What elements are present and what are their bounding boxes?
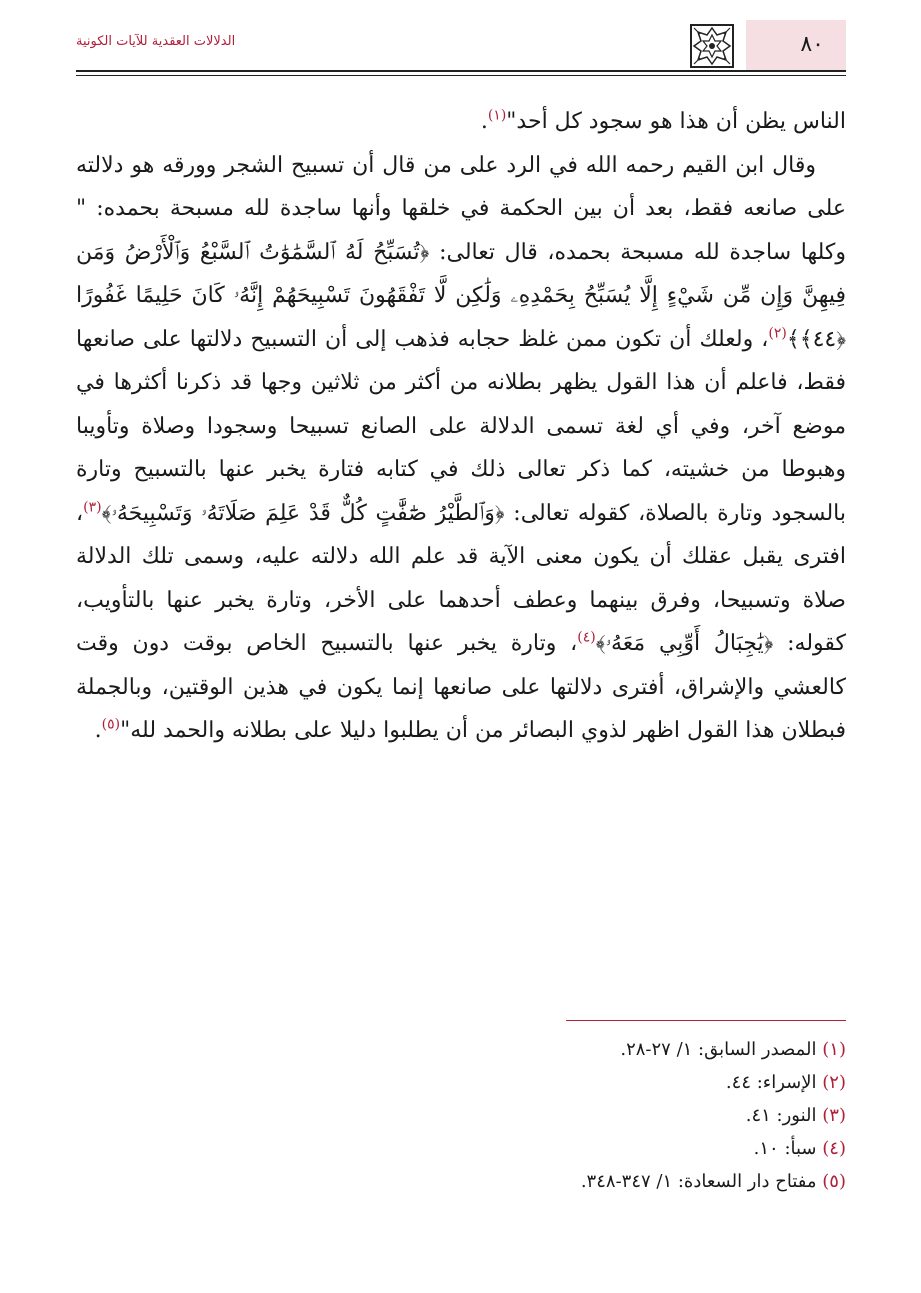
footnote-ref-3[interactable]: (٣) — [83, 499, 102, 516]
footnote-ref-1[interactable]: (١) — [487, 107, 507, 124]
main-text — [76, 100, 846, 753]
footnote-item — [76, 1100, 846, 1132]
quran-verse-2: ﴿وَٱلطَّيْرُ صَٰٓفَّٰتٍ كُلٌّ قَدْ عَلِمَ صَلَاتَهُۥ وَتَسْبِيحَهُۥ﴾ — [101, 500, 505, 526]
paragraph-1-end: . — [480, 109, 488, 134]
running-title: الدلالات العقدية للآيات الكونية — [76, 34, 236, 49]
footnote-text: سبأ: ١٠. — [753, 1138, 817, 1159]
page-number: ٨٠ — [800, 32, 824, 57]
paragraph-2-part-a: وقال ابن القيم رحمه الله في الرد على من قال أن تسبيح الشجر وورقه هو دلالته على صانعه فقط، بعد أن بين الحكمة في خلقها وأنها ساجدة لله مسبحة بحمده: " وكلها ساجدة لله مسبحة بحمده، قال تعالى: — [76, 152, 846, 265]
footnote-item — [76, 1166, 846, 1198]
footnote-ref-4[interactable]: (٤) — [577, 629, 596, 646]
quran-verse-3: ﴿يَٰجِبَالُ أَوِّبِي مَعَهُۥ﴾ — [595, 631, 774, 656]
paragraph-2-end: . — [94, 718, 102, 743]
paragraph-2 — [76, 144, 846, 753]
paragraph-2-part-d: ، وتارة يخبر عنها بالتسبيح الخاص بوقت دون وقت كالعشي والإشراق، أفترى دلالتها على صانعها إنما يكون في هذين الوقتين، وبالجملة فبطلان هذا القول اظهر لذوي البصائر من أن يطلبوا دليلا على بطلانه والحمد لله" — [76, 631, 846, 743]
footnote-number: (٢) — [822, 1072, 846, 1093]
paragraph-1 — [76, 100, 846, 144]
quran-verse-1: ﴿تُسَبِّحُ لَهُ ٱلسَّمَٰوَٰتُ ٱلسَّبْعُ وَٱلْأَرْضُ وَمَن فِيهِنَّ وَإِن مِّن شَيْءٍ إِلَّا يُسَبِّحُ بِحَمْدِهِۦ وَلَٰكِن لَّا تَفْقَهُونَ تَسْبِيحَهُمْ إِنَّهُۥ كَانَ حَلِيمًا غَفُورًا ﴿٤٤﴾﴾ — [76, 239, 846, 352]
footnotes — [76, 1034, 846, 1199]
footnote-number: (١) — [822, 1039, 846, 1060]
paragraph-2-part-c: ، افترى يقبل عقلك أن يكون معنى الآية قد علم الله دلالته عليه، وسمى تلك الدلالة صلاة وتسبيحا، وفرق بينهما وعطف أحدهما على الأخر، وتارة يخبر عنها بالتأويب، كقوله: — [76, 500, 846, 656]
footnote-text: المصدر السابق: ١/ ٢٧-٢٨. — [620, 1039, 817, 1060]
footnote-separator — [566, 1020, 846, 1021]
page-header — [76, 20, 846, 72]
footnote-item — [76, 1067, 846, 1099]
footnote-item — [76, 1133, 846, 1165]
header-rule — [76, 70, 846, 72]
footnote-number: (٥) — [822, 1171, 846, 1192]
footnote-item — [76, 1034, 846, 1066]
footnote-text: الإسراء: ٤٤. — [725, 1072, 817, 1093]
header-rule-thin — [76, 75, 846, 76]
footnote-text: النور: ٤١. — [745, 1105, 817, 1126]
footnote-text: مفتاح دار السعادة: ١/ ٣٤٧-٣٤٨. — [580, 1171, 817, 1192]
page-number-band — [746, 20, 846, 72]
paragraph-2-part-b: ، ولعلك أن تكون ممن غلظ حجابه فذهب إلى أن التسبيح دلالتها على صانعها فقط، فاعلم أن هذا القول يظهر بطلانه من أكثر من ثلاثين وجها قد ذكرنا أكثرها في موضع آخر، وفي أي لغة تسمى الدلالة على الصانع تسبيحا وسجودا وصلاة وتأويبا وهبوطا من خشيته، كما ذكر تعالى ذلك في كتابه فتارة يخبر عنها بالتسبيح وتارة بالسجود وتارة بالصلاة، كقوله تعالى: — [76, 326, 846, 526]
footnote-number: (٣) — [822, 1105, 846, 1126]
octagonal-ornament-icon — [690, 24, 734, 68]
footnote-ref-5[interactable]: (٥) — [101, 716, 121, 733]
footnote-number: (٤) — [822, 1138, 846, 1159]
paragraph-1-text: الناس يظن أن هذا هو سجود كل أحد" — [506, 109, 846, 134]
footnote-ref-2[interactable]: (٢) — [768, 325, 787, 342]
